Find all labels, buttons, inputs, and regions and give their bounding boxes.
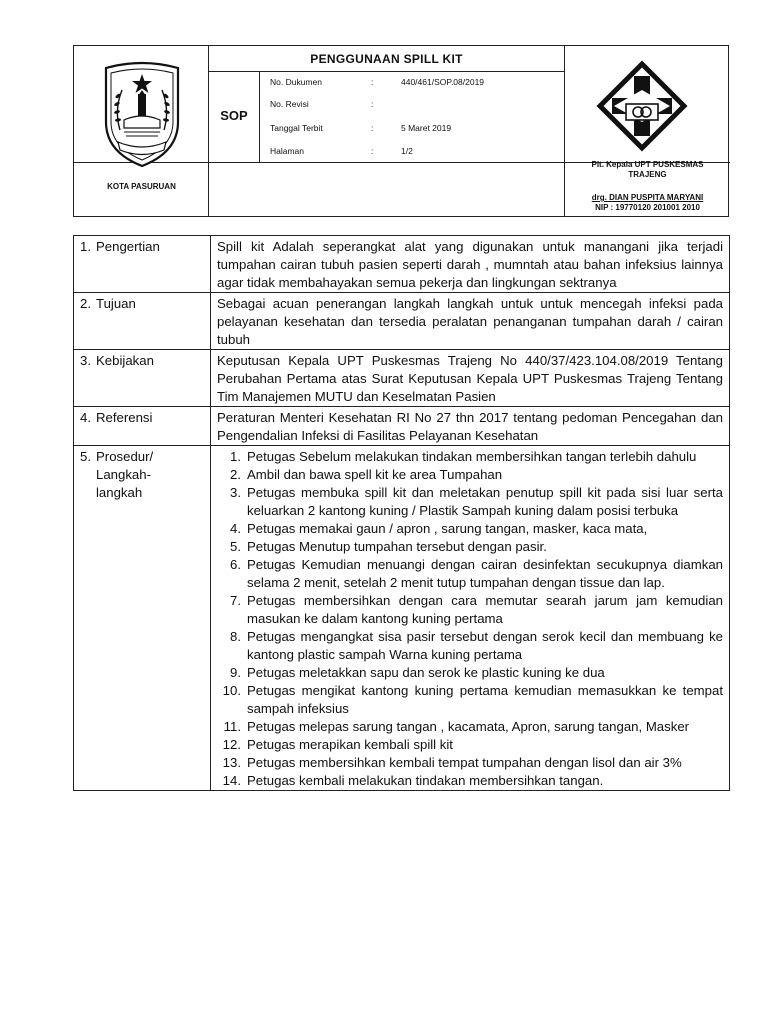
sop-label: SOP [220, 108, 248, 123]
list-item: 2. Ambil dan bawa spell kit ke area Tumpahan [230, 467, 503, 482]
header-divider [259, 71, 260, 162]
list-item: 12. Petugas merapikan kembali spill kit [222, 737, 453, 752]
city-emblem-icon [98, 60, 186, 170]
list-item: 13. Petugas membersihkan kembali tempat tumpahan dengan lisol dan air 3% [222, 755, 682, 770]
list-item: 11. Petugas melepas sarung tangan , kacamata, Apron, sarung tangan, Masker [223, 719, 690, 734]
list-item: 9. Petugas meletakkan sapu dan serok ke plastic kuning ke dua [230, 665, 605, 680]
list-item: 1. Petugas Sebelum melakukan tindakan membersihkan tangan terlebih dahulu [230, 449, 697, 464]
puskesmas-logo-icon [596, 60, 688, 170]
section-text: Peraturan Menteri Kesehatan RI No 27 thn 2017 tentang pedoman Pencegahan dan Pengendalian Infeksi di Fasilitas Pelayanan Kesehatan [211, 407, 730, 446]
meta-sep: : [371, 123, 374, 133]
signature-block [565, 160, 730, 213]
signature-name: drg. DIAN PUSPITA MARYANI [591, 193, 704, 202]
section-label: 4. Referensi [74, 407, 211, 446]
section-label: 3. Kebijakan [74, 350, 211, 407]
table-row [74, 350, 730, 407]
meta-value: 1/2 [401, 146, 413, 156]
procedure-steps [211, 446, 730, 791]
meta-key: Halaman [270, 146, 305, 156]
list-item: 7. Petugas membersihkan dengan cara memutar searah jarum jam kemudian masukan ke dalam kantong kuning pertama [230, 593, 723, 626]
meta-value: 440/461/SOP.08/2019 [401, 77, 485, 87]
sop-content-table [73, 235, 730, 791]
table-row [74, 236, 730, 293]
meta-key: Tanggal Terbit [270, 123, 323, 133]
table-row [74, 407, 730, 446]
table-row [74, 293, 730, 350]
meta-sep: : [371, 99, 374, 109]
list-item: 14. Petugas kembali melakukan tindakan membersihkan tangan. [222, 773, 604, 788]
list-item: 10. Petugas mengikat kantong kuning pertama kemudian memasukkan ke tempat sampah infeksius [222, 683, 723, 716]
table-row [74, 446, 730, 791]
document-title: PENGGUNAAN SPILL KIT [310, 52, 463, 66]
meta-sep: : [371, 146, 374, 156]
section-text: Keputusan Kepala UPT Puskesmas Trajeng No 440/37/423.104.08/2019 Tentang Perubahan Pertama atas Surat Keputusan Kepala UPT Puskesmas Trajeng Tentang Tim Manajemen MUTU dan Keselmatan Pasien [211, 350, 730, 407]
document-header [73, 45, 729, 217]
list-item: 8. Petugas mengangkat sisa pasir tersebut dengan serok kecil dan membuang ke kantong plastic sampah Warna kuning pertama [230, 629, 723, 662]
section-label: 1. Pengertian [74, 236, 211, 293]
section-text: Spill kit Adalah seperangkat alat yang digunakan untuk manangani jika terjadi tumpahan cairan tubuh pasien seperti darah , mumntah atau bahan infeksius lainnya agar tidak membahayakan semua pekerja dan lingkungan sektranya [211, 236, 730, 293]
header-divider [208, 71, 564, 72]
signature-nip: NIP : 19770120 201001 2010 [595, 203, 700, 212]
signature-position: Plt. Kepala UPT PUSKESMAS [591, 160, 704, 169]
section-label: 5. Prosedur/ Langkah- langkah [74, 446, 211, 791]
meta-value: 5 Maret 2019 [401, 123, 452, 133]
meta-sep: : [371, 77, 374, 87]
city-name: KOTA PASURUAN [107, 182, 176, 191]
steps-list [217, 448, 723, 790]
list-item: 6. Petugas Kemudian menuangi dengan cairan desinfektan secukupnya diamkan selama 2 menit, setelah 2 menit tutup tumpahan dengan tissue dan lap. [230, 557, 723, 590]
list-item: 3. Petugas membuka spill kit dan meletakan penutup spill kit pada sisi luar serta keluarkan 2 kantong kuning / Plastik Sampah kuning dalam posisi terbuka [230, 485, 723, 518]
signature-office: TRAJENG [628, 170, 667, 179]
list-item: 4. Petugas memakai gaun / apron , sarung tangan, masker, kaca mata, [230, 521, 648, 536]
list-item: 5. Petugas Menutup tumpahan tersebut dengan pasir. [230, 539, 547, 554]
meta-key: No. Dukumen [270, 77, 322, 87]
section-text: Sebagai acuan penerangan langkah langkah untuk untuk mencegah infeksi pada pelayanan kesehatan dan tersedia peralatan penanganan tumpahan darah / cairan tubuh [211, 293, 730, 350]
section-label: 2. Tujuan [74, 293, 211, 350]
meta-key: No. Revisi [270, 99, 309, 109]
